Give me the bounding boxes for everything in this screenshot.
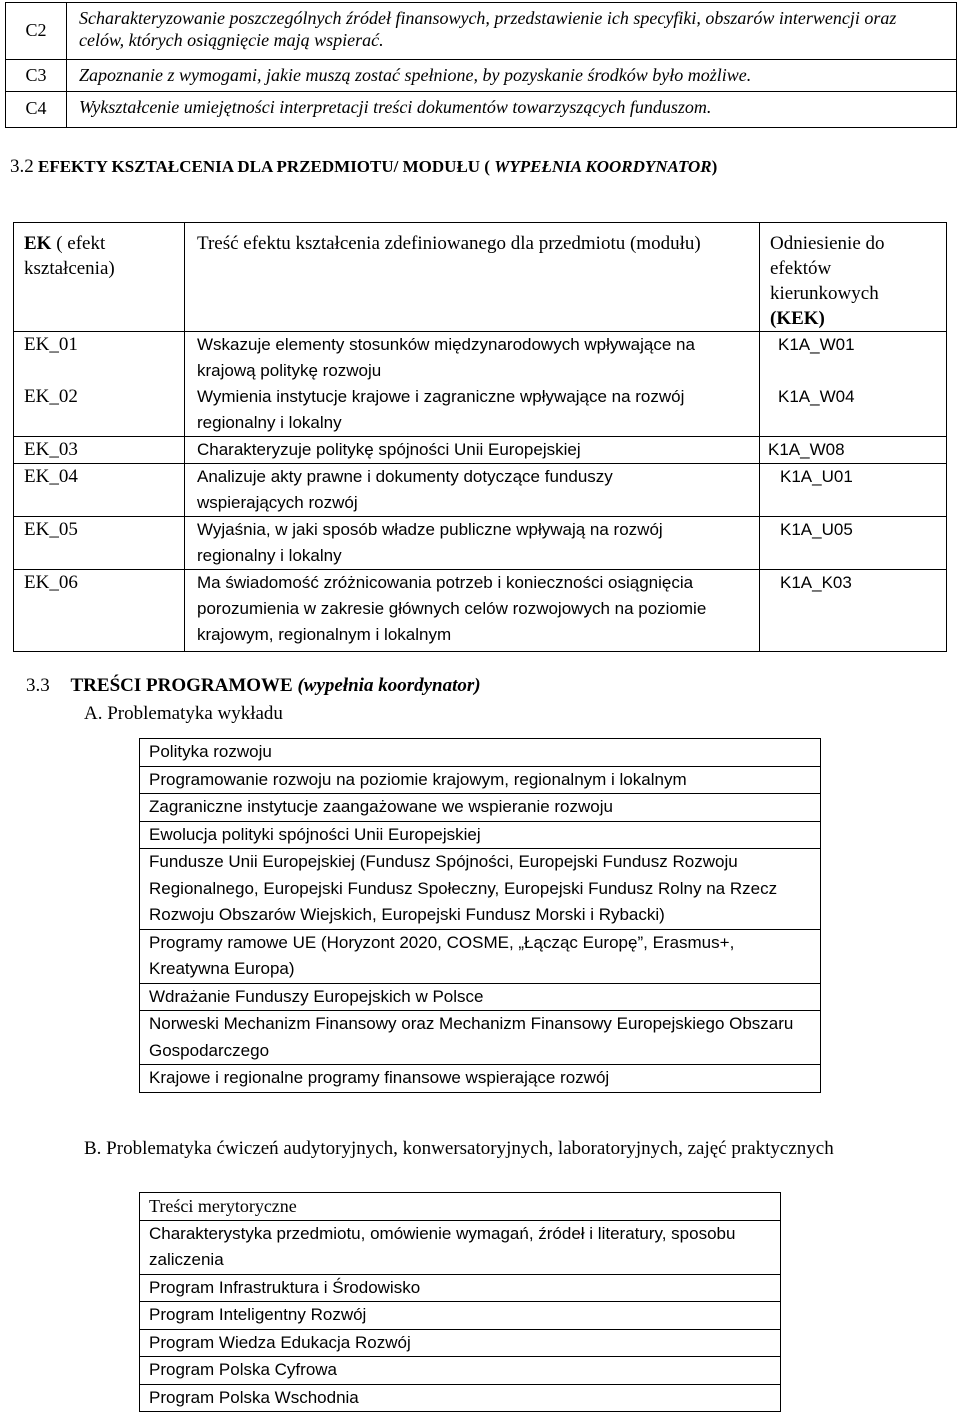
exercises-header: Treści merytoryczne — [140, 1193, 781, 1221]
objective-code: C4 — [6, 92, 67, 128]
ek-content: Charakteryzuje politykę spójności Unii Europejskiej — [185, 437, 760, 464]
table-row — [14, 384, 947, 437]
lecture-topic: Zagraniczne instytucje zaangażowane we wspieranie rozwoju — [140, 794, 821, 822]
objective-text: Scharakteryzowanie poszczególnych źródeł finansowych, przedstawienie ich specyfiki, obszarów interwencji oraz celów, których osiągnięcie mają wspierać. — [67, 3, 957, 60]
exercise-topic: Program Wiedza Edukacja Rozwój — [140, 1329, 781, 1357]
ek-code: EK_05 — [14, 517, 185, 570]
objective-row — [6, 60, 957, 92]
section-note: (wypełnia koordynator) — [297, 675, 481, 696]
objectives-table — [5, 2, 957, 128]
ek-content: Analizuje akty prawne i dokumenty dotyczące funduszy wspierających rozwój — [185, 464, 760, 517]
ek-code: EK_01 — [14, 332, 185, 385]
list-item — [140, 983, 821, 1011]
list-item — [140, 929, 821, 983]
list-item — [140, 1220, 781, 1274]
lecture-topic: Norweski Mechanizm Finansowy oraz Mechanizm Finansowy Europejskiego Obszaru Gospodarczego — [140, 1011, 821, 1065]
objective-row — [6, 92, 957, 128]
objective-code: C3 — [6, 60, 67, 92]
header-kek-text: Odniesienie do efektów kierunkowych — [770, 233, 885, 304]
table-row — [14, 570, 947, 652]
ek-code: EK_03 — [14, 437, 185, 464]
header-kek — [760, 223, 947, 332]
section-heading-33 — [26, 675, 481, 697]
lecture-topic: Programy ramowe UE (Horyzont 2020, COSME, „Łącząc Europę”, Erasmus+, Kreatywna Europa) — [140, 929, 821, 983]
section-number: 3.3 — [26, 675, 50, 696]
lecture-topic: Krajowe i regionalne programy finansowe wspierające rozwój — [140, 1065, 821, 1093]
ek-kek: K1A_U01 — [760, 464, 947, 517]
table-row — [14, 332, 947, 385]
section-title: EFEKTY KSZTAŁCENIA DLA PRZEDMIOTU/ MODUŁU ( — [38, 157, 490, 176]
table-header-row — [14, 223, 947, 332]
table-row — [14, 437, 947, 464]
list-item — [140, 766, 821, 794]
ek-kek: K1A_W04 — [760, 384, 947, 437]
list-item — [140, 1274, 781, 1302]
header-kek-bold: (KEK) — [770, 308, 825, 329]
header-content: Treść efektu kształcenia zdefiniowanego dla przedmiotu (modułu) — [185, 223, 760, 332]
table-row — [14, 464, 947, 517]
list-item — [140, 849, 821, 930]
list-item — [140, 1065, 821, 1093]
section-note: WYPEŁNIA KOORDYNATOR — [494, 157, 712, 176]
section-title: TREŚCI PROGRAMOWE — [70, 675, 293, 696]
exercise-topic: Charakterystyka przedmiotu, omówienie wymagań, źródeł i literatury, sposobu zaliczenia — [140, 1220, 781, 1274]
ek-content: Ma świadomość zróżnicowania potrzeb i konieczności osiągnięcia porozumienia w zakresie głównych celów rozwojowych na poziomie krajowym, regionalnym i lokalnym — [185, 570, 760, 652]
objective-text: Zapoznanie z wymogami, jakie muszą zostać spełnione, by pozyskanie środków było możliwe. — [67, 60, 957, 92]
list-item — [140, 1302, 781, 1330]
objective-row — [6, 3, 957, 60]
lecture-topic: Ewolucja polityki spójności Unii Europejskiej — [140, 821, 821, 849]
list-header — [140, 1193, 781, 1221]
list-item — [140, 1011, 821, 1065]
ek-kek: K1A_W08 — [760, 437, 947, 464]
lecture-topic: Programowanie rozwoju na poziomie krajowym, regionalnym i lokalnym — [140, 766, 821, 794]
ek-kek: K1A_U05 — [760, 517, 947, 570]
lecture-heading: A. Problematyka wykładu — [84, 703, 283, 724]
ek-content: Wymienia instytucje krajowe i zagraniczne wpływające na rozwój regionalny i lokalny — [185, 384, 760, 437]
ek-code: EK_02 — [14, 384, 185, 437]
section-number: 3.2 — [10, 156, 34, 177]
list-item — [140, 821, 821, 849]
objective-text: Wykształcenie umiejętności interpretacji treści dokumentów towarzyszących funduszom. — [67, 92, 957, 128]
ek-kek: K1A_W01 — [760, 332, 947, 385]
ek-code: EK_04 — [14, 464, 185, 517]
list-item — [140, 794, 821, 822]
exercise-topic: Program Inteligentny Rozwój — [140, 1302, 781, 1330]
ek-content: Wyjaśnia, w jaki sposób władze publiczne wpływają na rozwój regionalny i lokalny — [185, 517, 760, 570]
ek-content: Wskazuje elementy stosunków międzynarodowych wpływające na krajową politykę rozwoju — [185, 332, 760, 385]
lecture-topic: Fundusze Unii Europejskiej (Fundusz Spójności, Europejski Fundusz Rozwoju Regionalnego, Europejski Fundusz Społeczny, Europejski Fundusz Rolny na Rzecz Rozwoju Obszarów Wiejskich, Europejski Fundusz Morski i Rybacki) — [140, 849, 821, 930]
lecture-topic: Polityka rozwoju — [140, 739, 821, 767]
exercise-topic: Program Polska Cyfrowa — [140, 1357, 781, 1385]
exercises-topics-table — [139, 1192, 781, 1412]
list-item — [140, 1357, 781, 1385]
table-row — [14, 517, 947, 570]
lecture-topics-table — [139, 738, 821, 1093]
list-item — [140, 739, 821, 767]
list-item — [140, 1329, 781, 1357]
exercises-heading: B. Problematyka ćwiczeń audytoryjnych, konwersatoryjnych, laboratoryjnych, zajęć praktycznych — [84, 1138, 834, 1159]
header-ek — [14, 223, 185, 332]
header-ek-bold: EK — [24, 233, 52, 254]
exercise-topic: Program Polska Wschodnia — [140, 1384, 781, 1412]
list-item — [140, 1384, 781, 1412]
header-ek-rest: ( efekt kształcenia) — [24, 233, 115, 279]
section-close: ) — [711, 157, 718, 176]
ek-code: EK_06 — [14, 570, 185, 652]
section-heading-32 — [10, 156, 717, 178]
learning-outcomes-table — [13, 222, 947, 652]
objective-code: C2 — [6, 3, 67, 60]
lecture-topic: Wdrażanie Funduszy Europejskich w Polsce — [140, 983, 821, 1011]
ek-kek: K1A_K03 — [760, 570, 947, 652]
exercise-topic: Program Infrastruktura i Środowisko — [140, 1274, 781, 1302]
